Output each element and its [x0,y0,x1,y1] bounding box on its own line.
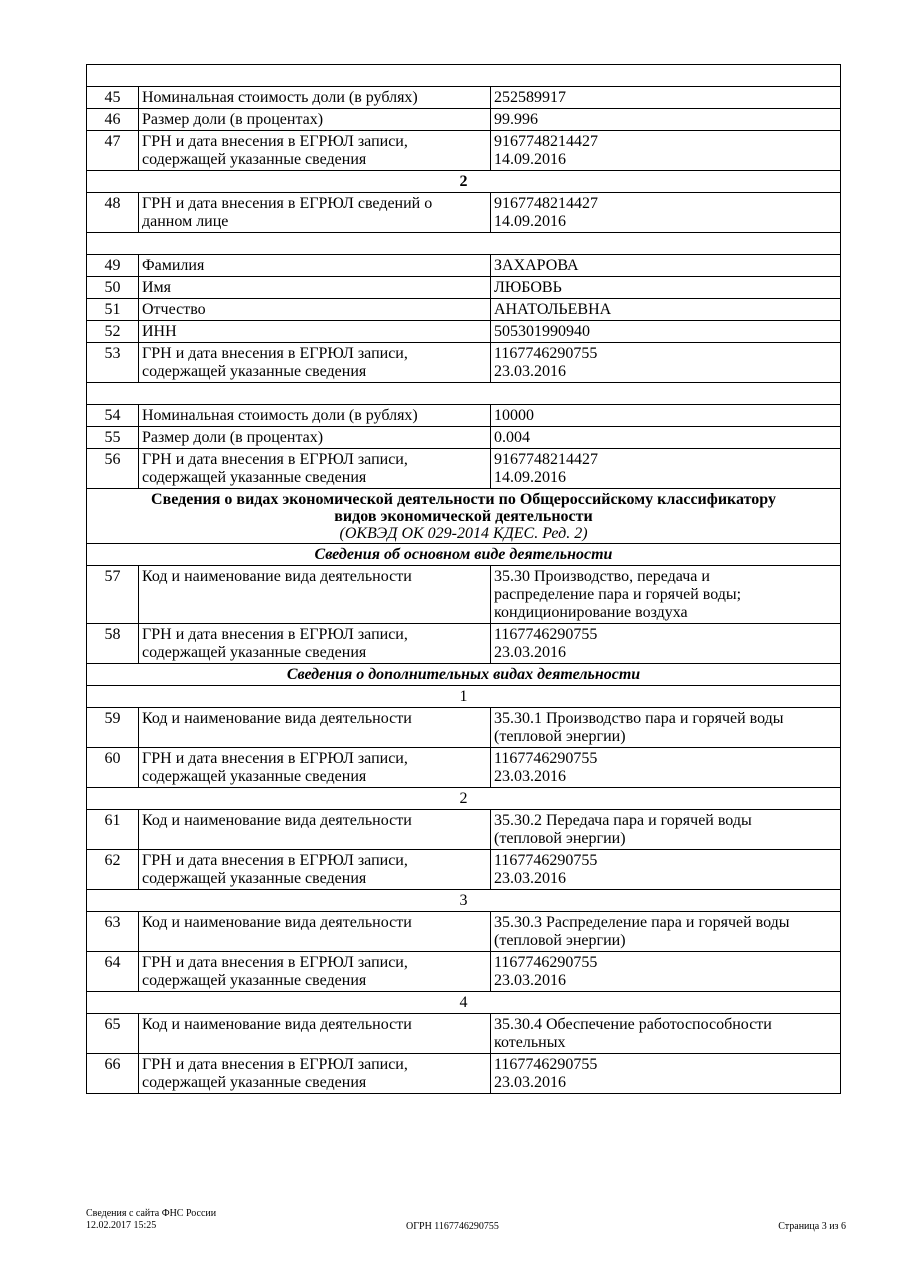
table-row [87,255,841,277]
footer-source [86,1208,216,1232]
field-value [491,952,841,992]
field-label-line: ГРН и дата внесения в ЕГРЮЛ записи, [142,345,408,362]
page-footer [86,1206,846,1236]
field-value-line: 252589917 [494,89,566,106]
field-value-line: 9167748214427 [494,133,598,150]
field-label-line: Номинальная стоимость доли (в рублях) [142,407,418,424]
field-value-line: кондиционирование воздуха [494,604,688,621]
row-number: 62 [87,850,139,890]
row-number: 47 [87,131,139,171]
footer-source-line1: Сведения с сайта ФНС России [86,1208,217,1219]
field-value [491,850,841,890]
field-value-line: 23.03.2016 [494,644,566,661]
field-value [491,1014,841,1054]
field-value-line: котельных [494,1034,566,1051]
field-value-line: 10000 [494,407,534,424]
field-label [139,277,491,299]
subsection-header-row [87,544,841,566]
table-row [87,427,841,449]
section-header-row [87,489,841,544]
row-number: 53 [87,343,139,383]
section-header [87,489,841,544]
row-number: 55 [87,427,139,449]
group-number-row [87,992,841,1014]
group-number-row [87,890,841,912]
field-value-line: распределение пара и горячей воды; [494,586,742,603]
field-value [491,748,841,788]
row-number: 52 [87,321,139,343]
field-value-line: 1167746290755 [494,750,598,767]
table-row [87,449,841,489]
field-value [491,193,841,233]
field-value-line: 9167748214427 [494,195,598,212]
field-label [139,193,491,233]
blank-row [87,65,841,87]
field-value-line: 35.30.4 Обеспечение работоспособности [494,1016,772,1033]
table-row [87,1054,841,1094]
subsection-header: Сведения о дополнительных видах деятельности [87,664,841,686]
field-label [139,87,491,109]
table-row [87,131,841,171]
field-value [491,277,841,299]
field-label [139,255,491,277]
field-value [491,255,841,277]
row-number: 49 [87,255,139,277]
row-number: 58 [87,624,139,664]
registry-table [86,64,841,1094]
table-row [87,748,841,788]
group-number-row [87,171,841,193]
row-number: 66 [87,1054,139,1094]
field-value [491,405,841,427]
field-value [491,1054,841,1094]
field-label-line: ГРН и дата внесения в ЕГРЮЛ записи, [142,626,408,643]
field-label [139,912,491,952]
blank-cell [87,233,841,255]
field-value-line: 9167748214427 [494,451,598,468]
field-value [491,87,841,109]
field-value-line: 23.03.2016 [494,972,566,989]
field-value [491,109,841,131]
table-row [87,277,841,299]
field-label-line: ГРН и дата внесения в ЕГРЮЛ записи, [142,451,408,468]
field-label [139,321,491,343]
table-row [87,624,841,664]
row-number: 63 [87,912,139,952]
field-value-line: 23.03.2016 [494,768,566,785]
table-row [87,299,841,321]
field-value [491,912,841,952]
field-label-line: Размер доли (в процентах) [142,111,324,128]
field-value-line: 35.30.1 Производство пара и горячей воды [494,710,784,727]
group-number: 4 [87,992,841,1014]
section-title-line: видов экономической деятельности [334,508,593,525]
field-label-line: Код и наименование вида деятельности [142,1016,412,1033]
field-value-line: 35.30.3 Распределение пара и горячей воды [494,914,790,931]
table-row [87,321,841,343]
field-label-line: Код и наименование вида деятельности [142,710,412,727]
field-value-line: 505301990940 [494,323,590,340]
field-label [139,810,491,850]
row-number: 50 [87,277,139,299]
table-row [87,405,841,427]
field-value [491,566,841,624]
table-row [87,952,841,992]
field-label-line: Номинальная стоимость доли (в рублях) [142,89,418,106]
blank-cell [87,65,841,87]
field-value [491,810,841,850]
row-number: 54 [87,405,139,427]
field-value-line: (тепловой энергии) [494,932,626,949]
row-number: 56 [87,449,139,489]
blank-row [87,233,841,255]
group-number: 3 [87,890,841,912]
row-number: 65 [87,1014,139,1054]
field-label [139,566,491,624]
field-value-line: 35.30 Производство, передача и [494,568,710,585]
field-label-line: Отчество [142,301,206,318]
footer-page-number: Страница 3 из 6 [778,1221,846,1232]
table-row [87,810,841,850]
field-value-line: (тепловой энергии) [494,728,626,745]
field-value [491,427,841,449]
section-title-line: Сведения о видах экономической деятельности по Общероссийскому классификатору [151,491,776,508]
field-label-line: содержащей указанные сведения [142,151,367,168]
registry-table-body [87,65,841,1094]
group-number: 2 [87,171,841,193]
footer-ogrn: ОГРН 1167746290755 [406,1221,499,1232]
field-label [139,299,491,321]
field-value-line: 1167746290755 [494,626,598,643]
table-row [87,1014,841,1054]
field-value-line: 14.09.2016 [494,151,566,168]
field-value-line: 1167746290755 [494,345,598,362]
field-label-line: содержащей указанные сведения [142,469,367,486]
table-row [87,912,841,952]
field-value [491,321,841,343]
field-label [139,343,491,383]
field-label-line: содержащей указанные сведения [142,363,367,380]
field-label [139,131,491,171]
field-label-line: ГРН и дата внесения в ЕГРЮЛ записи, [142,750,408,767]
row-number: 57 [87,566,139,624]
field-value-line: 14.09.2016 [494,213,566,230]
table-row [87,193,841,233]
field-value-line: (тепловой энергии) [494,830,626,847]
field-label [139,1054,491,1094]
field-label [139,449,491,489]
field-value [491,343,841,383]
field-label [139,708,491,748]
field-label [139,427,491,449]
field-value-line: 23.03.2016 [494,363,566,380]
field-label-line: ГРН и дата внесения в ЕГРЮЛ сведений о [142,195,433,212]
row-number: 51 [87,299,139,321]
group-number-row [87,686,841,708]
field-label-line: ГРН и дата внесения в ЕГРЮЛ записи, [142,1056,408,1073]
field-label-line: содержащей указанные сведения [142,870,367,887]
field-label [139,748,491,788]
table-row [87,87,841,109]
group-number: 2 [87,788,841,810]
field-value-line: 0.004 [494,429,530,446]
field-value [491,624,841,664]
field-value-line: 1167746290755 [494,954,598,971]
field-label-line: данном лице [142,213,229,230]
table-row [87,708,841,748]
field-value-line: 23.03.2016 [494,870,566,887]
field-label [139,405,491,427]
field-label-line: содержащей указанные сведения [142,1074,367,1091]
field-label-line: содержащей указанные сведения [142,768,367,785]
field-label [139,952,491,992]
field-label-line: Код и наименование вида деятельности [142,812,412,829]
table-row [87,109,841,131]
field-label [139,624,491,664]
field-label-line: Имя [142,279,172,296]
field-label-line: ГРН и дата внесения в ЕГРЮЛ записи, [142,133,408,150]
field-label [139,109,491,131]
field-value-line: 23.03.2016 [494,1074,566,1091]
field-label-line: содержащей указанные сведения [142,644,367,661]
field-value [491,449,841,489]
field-label-line: содержащей указанные сведения [142,972,367,989]
table-row [87,566,841,624]
field-value-line: ЗАХАРОВА [494,257,579,274]
row-number: 46 [87,109,139,131]
row-number: 59 [87,708,139,748]
field-label-line: Размер доли (в процентах) [142,429,324,446]
subsection-header: Сведения об основном виде деятельности [87,544,841,566]
field-label [139,1014,491,1054]
field-value-line: 14.09.2016 [494,469,566,486]
row-number: 45 [87,87,139,109]
blank-row [87,383,841,405]
table-row [87,343,841,383]
footer-source-line2: 12.02.2017 15:25 [86,1220,157,1231]
section-subtitle: (ОКВЭД ОК 029-2014 КДЕС. Ред. 2) [339,525,588,542]
field-label-line: Фамилия [142,257,205,274]
field-value-line: ЛЮБОВЬ [494,279,562,296]
row-number: 61 [87,810,139,850]
row-number: 48 [87,193,139,233]
field-value-line: 99.996 [494,111,538,128]
field-label-line: Код и наименование вида деятельности [142,568,412,585]
field-value-line: 35.30.2 Передача пара и горячей воды [494,812,752,829]
row-number: 64 [87,952,139,992]
field-value [491,708,841,748]
field-value-line: 1167746290755 [494,1056,598,1073]
field-label [139,850,491,890]
field-label-line: Код и наименование вида деятельности [142,914,412,931]
field-value-line: 1167746290755 [494,852,598,869]
field-value [491,299,841,321]
field-label-line: ГРН и дата внесения в ЕГРЮЛ записи, [142,852,408,869]
field-label-line: ИНН [142,323,177,340]
blank-cell [87,383,841,405]
field-label-line: ГРН и дата внесения в ЕГРЮЛ записи, [142,954,408,971]
field-value-line: АНАТОЛЬЕВНА [494,301,612,318]
table-row [87,850,841,890]
row-number: 60 [87,748,139,788]
field-value [491,131,841,171]
subsection-header-row [87,664,841,686]
group-number-row [87,788,841,810]
group-number: 1 [87,686,841,708]
